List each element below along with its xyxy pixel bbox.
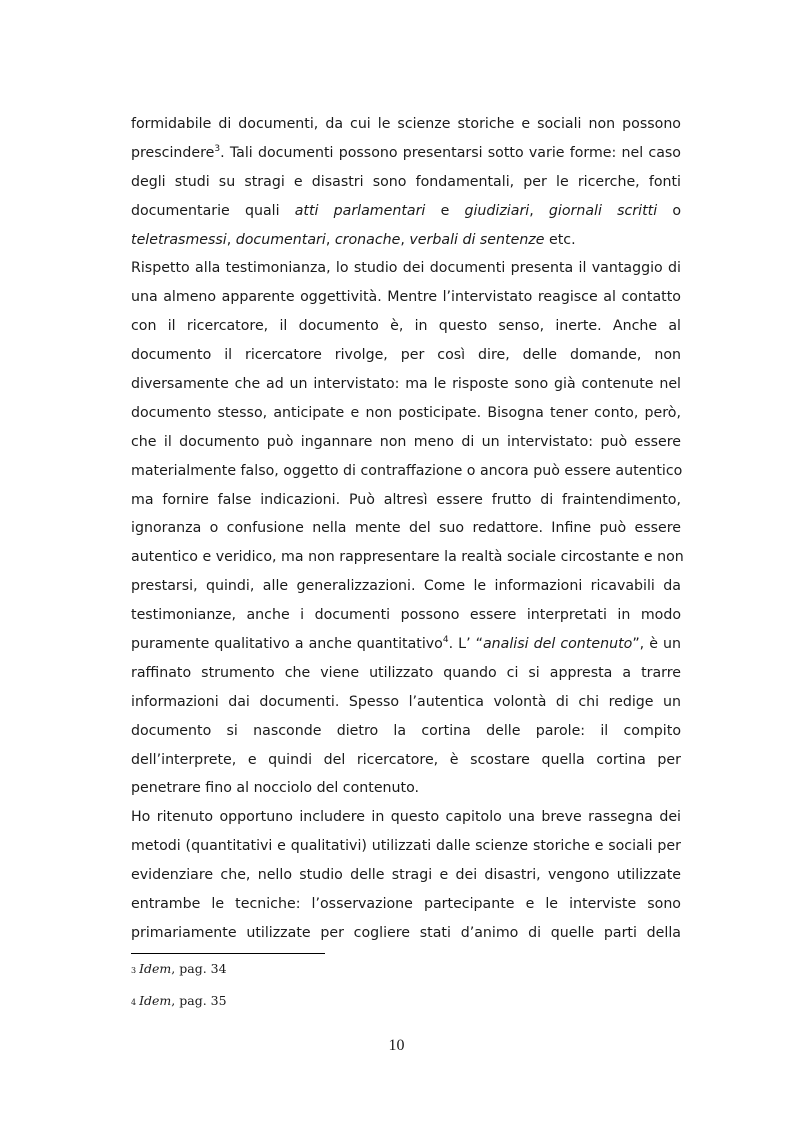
text-segment: penetrare fino al nocciolo del contenuto. bbox=[131, 780, 420, 797]
footnote-source: Idem bbox=[139, 993, 172, 1008]
text-segment: ignoranza o confusione nella mente del suo redattore. Infine può essere bbox=[131, 520, 681, 537]
text-line bbox=[131, 486, 681, 515]
text-segment: diversamente che ad un intervistato: ma le risposte sono già contenute nel bbox=[131, 376, 681, 393]
text-line bbox=[131, 514, 681, 543]
footnote-separator bbox=[131, 953, 325, 954]
text-segment: formidabile di documenti, da cui le scienze storiche e sociali non possono bbox=[131, 116, 681, 132]
italic-text: atti parlamentari bbox=[294, 202, 426, 219]
text-segment: prestarsi, quindi, alle generalizzazioni. Come le informazioni ricavabili da bbox=[131, 578, 681, 595]
text-segment: autentico e veridico, ma non rappresentare la realtà sociale circostante e non bbox=[131, 549, 684, 566]
text-segment: una almeno apparente oggettività. Mentre l’intervistato reagisce al contatto bbox=[131, 289, 681, 306]
text-line bbox=[131, 399, 681, 428]
text-segment: , bbox=[400, 231, 410, 248]
text-line bbox=[131, 688, 681, 717]
text-line bbox=[131, 254, 681, 283]
text-segment: , bbox=[325, 231, 335, 248]
text-segment: o bbox=[657, 202, 682, 219]
text-line bbox=[131, 197, 681, 226]
text-segment: ”, è un bbox=[632, 636, 681, 653]
text-segment: , bbox=[529, 202, 549, 219]
footnote-page: , pag. 34 bbox=[171, 961, 227, 976]
footnote-mark: 4 bbox=[131, 998, 137, 1007]
text-line bbox=[131, 774, 681, 803]
text-segment: testimonianze, anche i documenti possono essere interpretati in modo bbox=[131, 607, 681, 624]
footnote-source: Idem bbox=[139, 961, 172, 976]
text-line bbox=[131, 110, 681, 139]
italic-text: cronache bbox=[334, 231, 401, 248]
footnote-reference: 4 bbox=[442, 635, 449, 646]
text-line bbox=[131, 717, 681, 746]
text-line bbox=[131, 370, 681, 399]
footnote-3 bbox=[131, 961, 227, 976]
text-segment: . L’ “ bbox=[448, 636, 483, 653]
italic-text: teletrasmessi bbox=[131, 231, 227, 248]
text-segment: documento stesso, anticipate e non posticipate. Bisogna tener conto, però, bbox=[131, 404, 681, 421]
text-line bbox=[131, 428, 681, 457]
text-line bbox=[131, 630, 681, 659]
footnote-mark: 3 bbox=[131, 966, 137, 975]
text-line bbox=[131, 919, 681, 948]
text-line bbox=[131, 572, 681, 601]
text-line bbox=[131, 746, 681, 775]
text-segment: dell’interprete, e quindi del ricercatore, è scostare quella cortina per bbox=[131, 751, 681, 768]
text-segment: con il ricercatore, il documento è, in questo senso, inerte. Anche al bbox=[131, 318, 681, 335]
italic-text: giudiziari bbox=[464, 202, 530, 219]
text-line bbox=[131, 168, 681, 197]
footnote-4 bbox=[131, 993, 227, 1008]
text-segment: evidenziare che, nello studio delle stragi e dei disastri, vengono utilizzate bbox=[131, 867, 681, 884]
text-segment: raffinato strumento che viene utilizzato quando ci si appresta a trarre bbox=[131, 664, 681, 681]
italic-text: documentari bbox=[235, 231, 326, 248]
italic-text: giornali scritti bbox=[548, 202, 658, 219]
text-line bbox=[131, 283, 681, 312]
italic-text: verbali di sentenze bbox=[409, 231, 545, 248]
text-line bbox=[131, 543, 684, 572]
text-segment: Rispetto alla testimonianza, lo studio dei documenti presenta il vantaggio di bbox=[131, 260, 681, 277]
italic-text: analisi del contenuto bbox=[482, 636, 633, 653]
text-segment: ma fornire false indicazioni. Può altresì essere frutto di fraintendimento, bbox=[131, 491, 681, 508]
text-line bbox=[131, 659, 681, 688]
text-line bbox=[131, 601, 681, 630]
text-line bbox=[131, 139, 681, 168]
text-line bbox=[131, 832, 681, 861]
text-line bbox=[131, 312, 681, 341]
text-segment: metodi (quantitativi e qualitativi) utilizzati dalle scienze storiche e sociali per bbox=[131, 838, 681, 855]
text-segment: etc. bbox=[544, 231, 576, 248]
text-line bbox=[131, 457, 681, 486]
text-segment: puramente qualitativo a anche quantitativo bbox=[131, 636, 443, 653]
text-segment: documento si nasconde dietro la cortina delle parole: il compito bbox=[131, 722, 681, 739]
text-line bbox=[131, 861, 681, 890]
text-segment: entrambe le tecniche: l’osservazione partecipante e le interviste sono bbox=[131, 896, 681, 913]
text-line bbox=[131, 226, 681, 255]
text-segment: primariamente utilizzate per cogliere stati d’animo di quelle parti della bbox=[131, 924, 681, 941]
page-number: 10 bbox=[388, 1037, 405, 1054]
footnote-page: , pag. 35 bbox=[171, 993, 227, 1008]
text-line bbox=[131, 341, 681, 370]
text-segment: che il documento può ingannare non meno di un intervistato: può essere bbox=[131, 433, 681, 450]
footnote-reference: 3 bbox=[214, 143, 221, 154]
text-line bbox=[131, 803, 681, 832]
text-segment: e bbox=[425, 202, 465, 219]
text-segment: . Tali documenti possono presentarsi sotto varie forme: nel caso bbox=[220, 144, 681, 161]
text-segment: informazioni dai documenti. Spesso l’autentica volontà di chi redige un bbox=[131, 693, 681, 710]
text-line bbox=[131, 890, 681, 919]
text-segment: Ho ritenuto opportuno includere in questo capitolo una breve rassegna dei bbox=[131, 809, 681, 826]
text-segment: materialmente falso, oggetto di contraffazione o ancora può essere autentico bbox=[131, 462, 683, 479]
text-segment: degli studi su stragi e disastri sono fondamentali, per le ricerche, fonti bbox=[131, 173, 681, 190]
text-segment: prescindere bbox=[131, 144, 215, 161]
body-text bbox=[131, 110, 684, 948]
text-segment: documentarie quali bbox=[131, 202, 295, 219]
text-segment: documento il ricercatore rivolge, per così dire, delle domande, non bbox=[131, 347, 681, 364]
text-segment: , bbox=[226, 231, 236, 248]
